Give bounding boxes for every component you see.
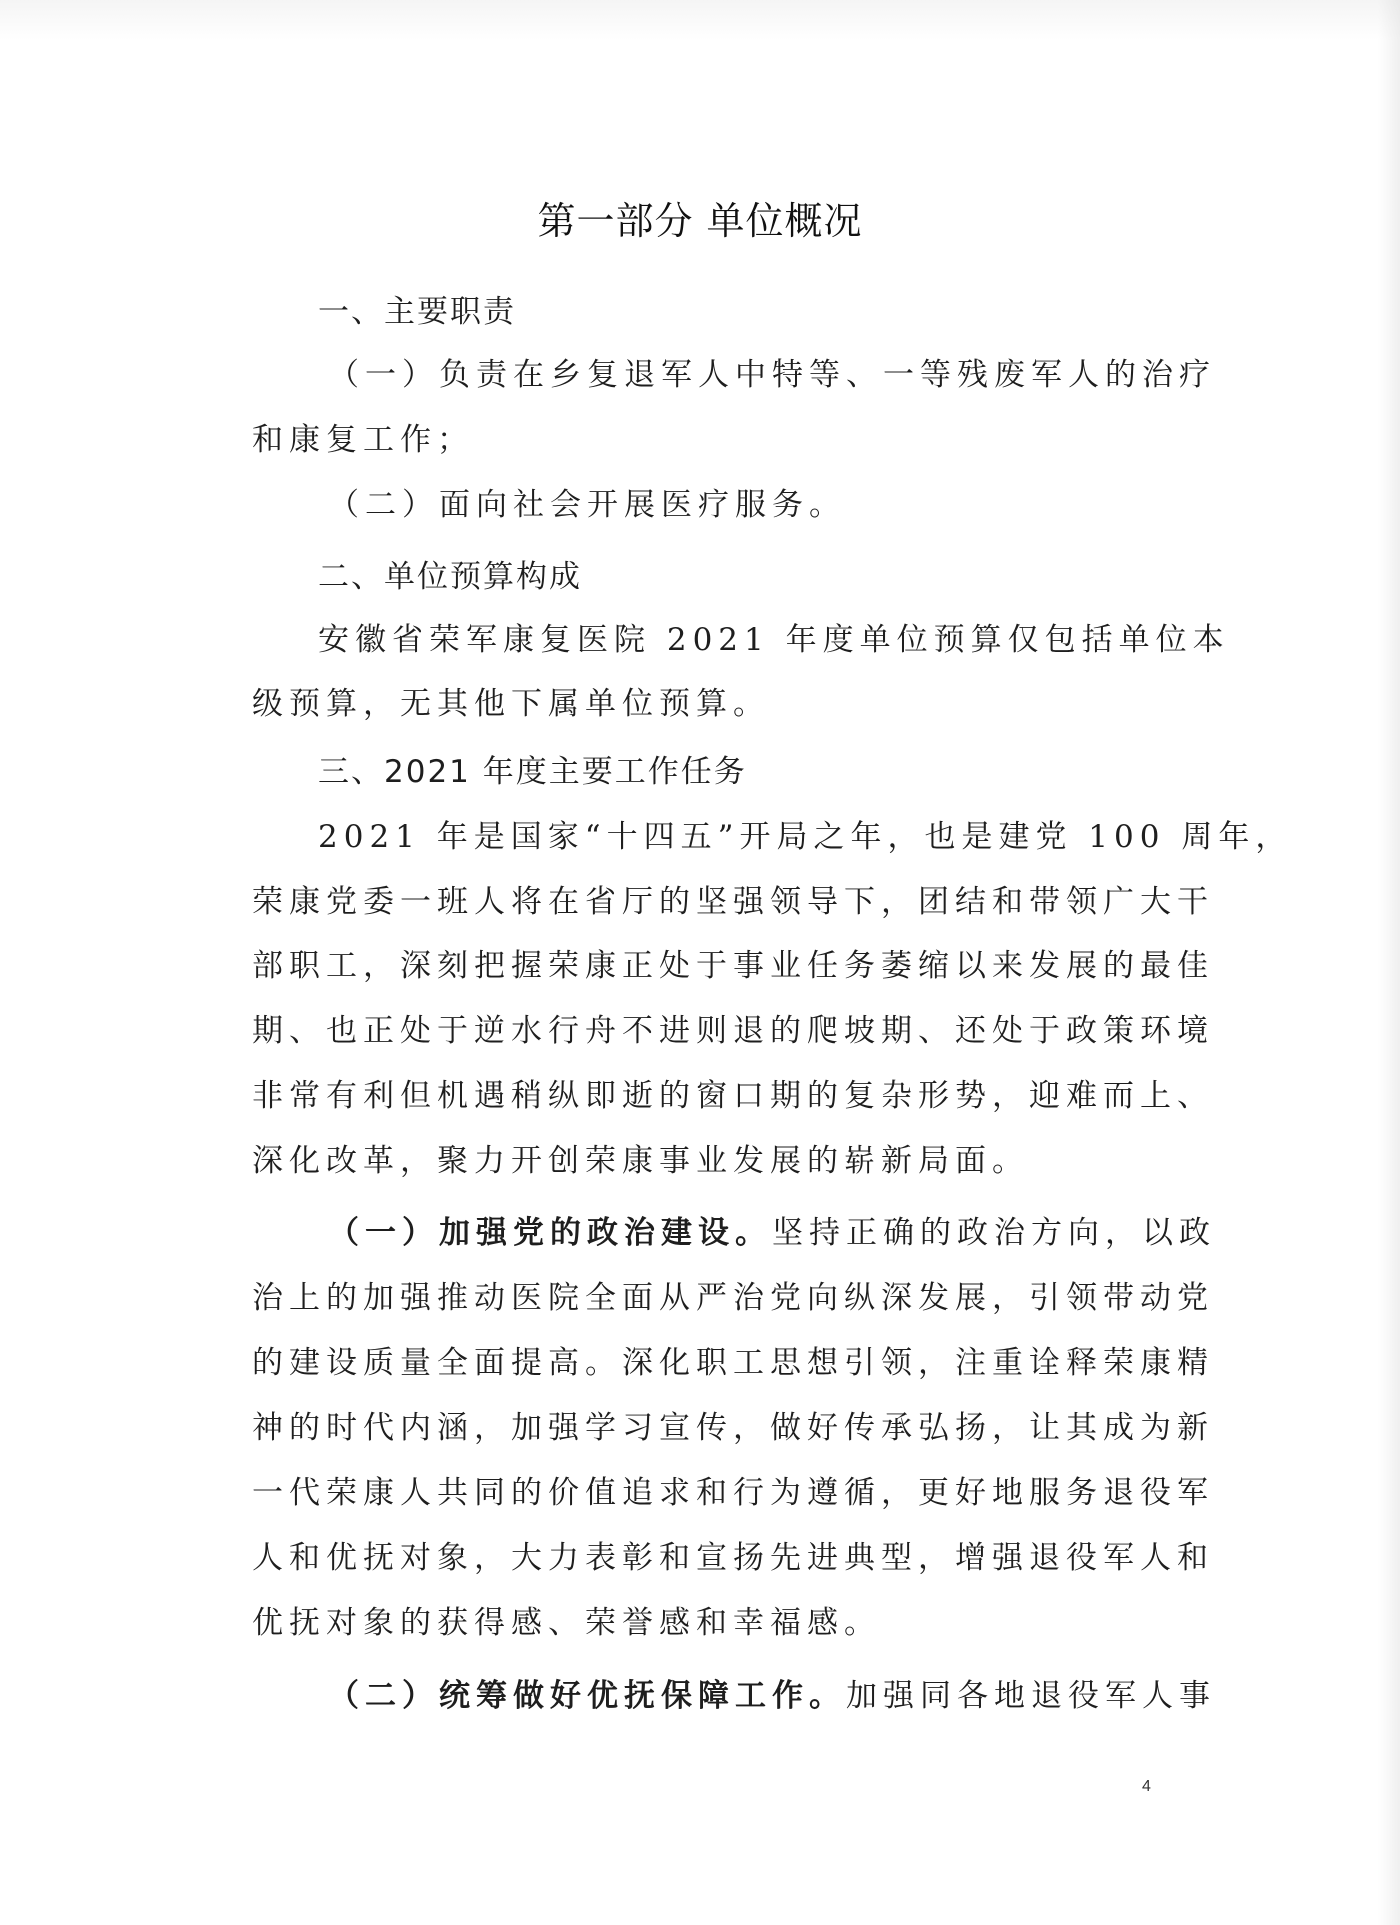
section-heading-budget-structure: 二、单位预算构成: [318, 559, 582, 595]
responsibility-item-1-line-2: 和康复工作；: [252, 422, 474, 458]
budget-structure-line-2: 级预算，无其他下属单位预算。: [252, 686, 770, 722]
page-title: 第一部分 单位概况: [537, 199, 863, 243]
task-item-2-first-line: [328, 1676, 1216, 1716]
responsibility-item-2: （二）面向社会开展医疗服务。: [328, 487, 846, 523]
scan-shadow-top: [0, 0, 1400, 40]
task-item-1-line-4: 神的时代内涵，加强学习宣传，做好传承弘扬，让其成为新: [252, 1410, 1214, 1446]
page-number: 4: [1142, 1778, 1151, 1795]
section-heading-main-tasks: 三、2021 年度主要工作任务: [318, 754, 747, 790]
task-item-2-title: （二）统筹做好优抚保障工作。: [328, 1678, 846, 1714]
main-tasks-line-6: 深化改革，聚力开创荣康事业发展的崭新局面。: [252, 1143, 1029, 1179]
task-item-1-line-2: 治上的加强推动医院全面从严治党向纵深发展，引领带动党: [252, 1280, 1214, 1316]
main-tasks-line-2: 荣康党委一班人将在省厅的坚强领导下，团结和带领广大干: [252, 884, 1214, 920]
task-item-1-line-6: 人和优抚对象，大力表彰和宣扬先进典型，增强退役军人和: [252, 1540, 1214, 1576]
budget-structure-line-1: 安徽省荣军康复医院 2021 年度单位预算仅包括单位本: [318, 622, 1230, 658]
main-tasks-line-5: 非常有利但机遇稍纵即逝的窗口期的复杂形势，迎难而上、: [252, 1078, 1214, 1114]
task-item-1-line-3: 的建设质量全面提高。深化职工思想引领，注重诠释荣康精: [252, 1345, 1214, 1381]
task-item-1-line-5: 一代荣康人共同的价值追求和行为遵循，更好地服务退役军: [252, 1475, 1214, 1511]
responsibility-item-1-line-1: （一）负责在乡复退军人中特等、一等残废军人的治疗: [328, 357, 1216, 393]
task-item-2-line-1: 加强同各地退役军人事: [846, 1678, 1216, 1714]
task-item-1-title: （一）加强党的政治建设。: [328, 1215, 772, 1251]
scan-shadow-right: [1378, 0, 1400, 1925]
section-heading-responsibilities: 一、主要职责: [318, 294, 516, 330]
main-tasks-line-1: 2021 年是国家“十四五”开局之年，也是建党 100 周年，: [318, 819, 1293, 855]
task-item-1-line-1: 坚持正确的政治方向，以政: [772, 1215, 1216, 1251]
main-tasks-line-4: 期、也正处于逆水行舟不进则退的爬坡期、还处于政策环境: [252, 1013, 1214, 1049]
main-tasks-line-3: 部职工，深刻把握荣康正处于事业任务萎缩以来发展的最佳: [252, 948, 1214, 984]
task-item-1-first-line: [328, 1213, 1216, 1253]
task-item-1-line-7: 优抚对象的获得感、荣誉感和幸福感。: [252, 1605, 881, 1641]
